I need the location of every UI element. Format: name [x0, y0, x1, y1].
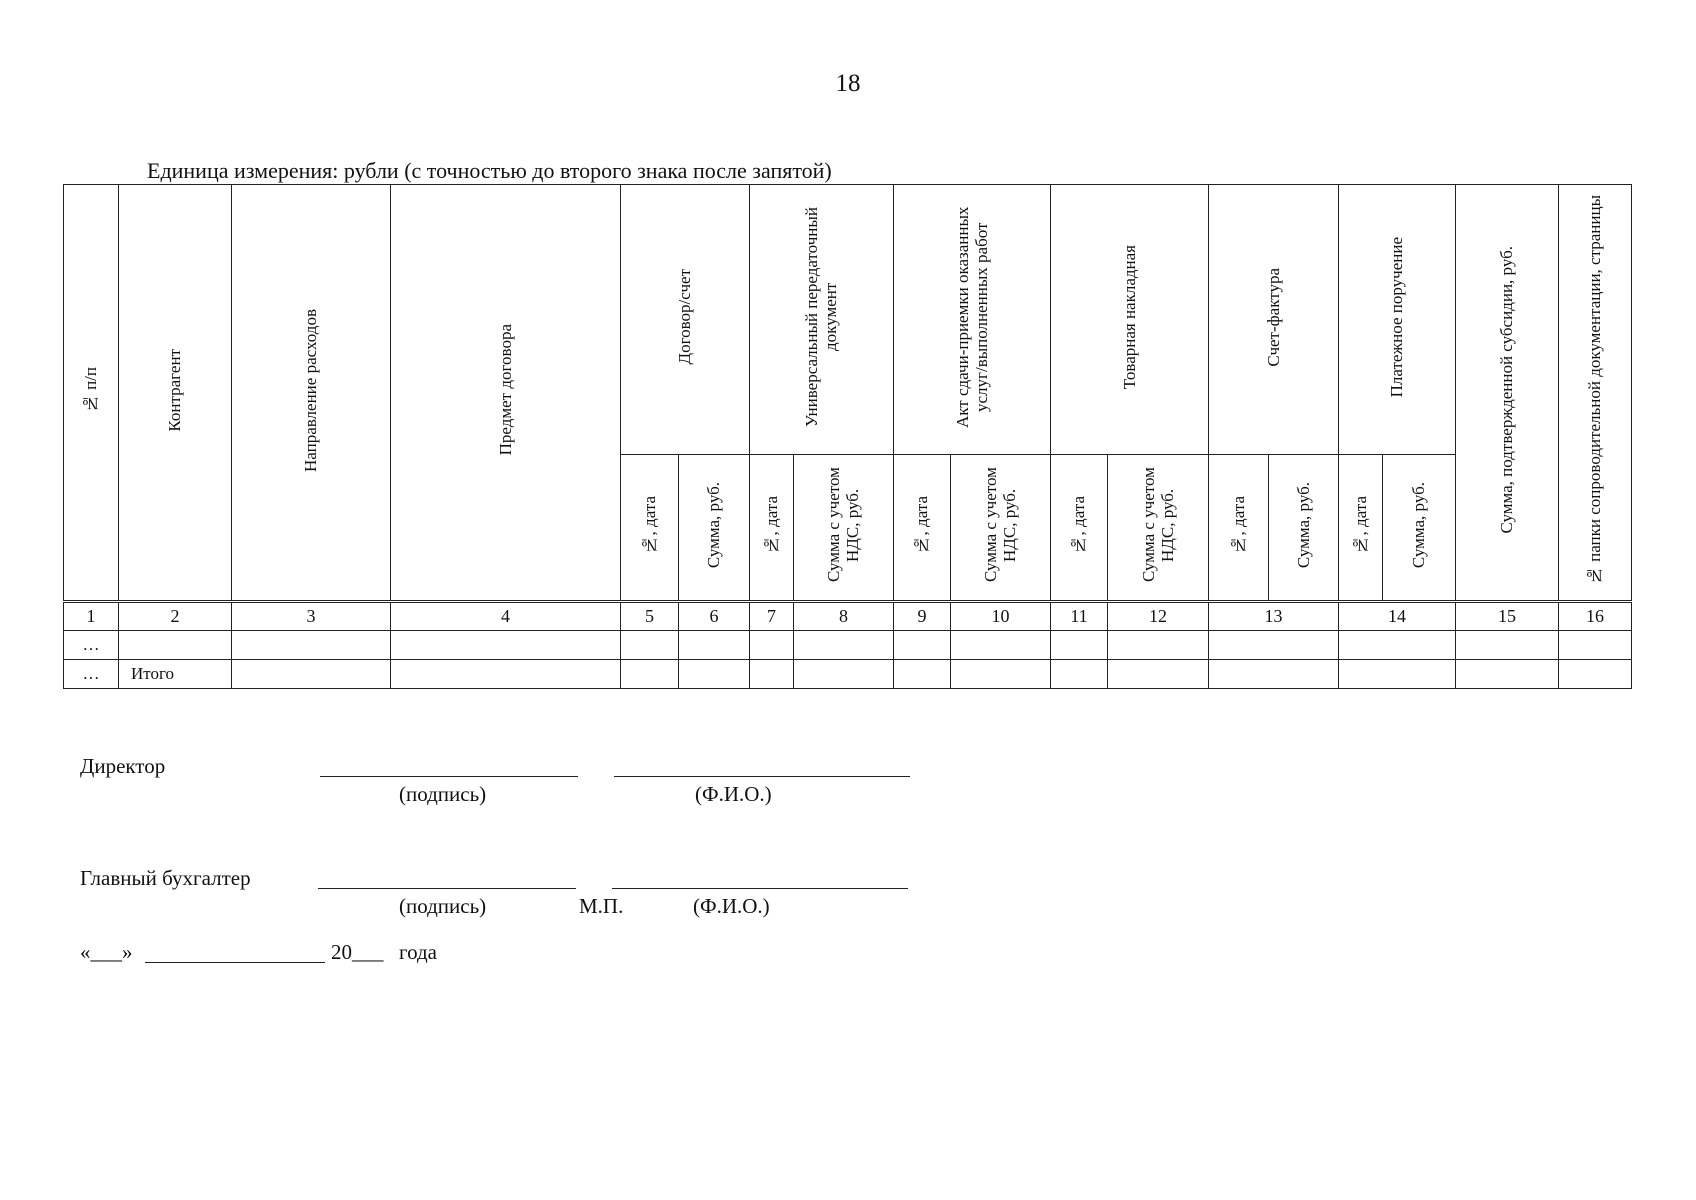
- col-num-11: 11: [1051, 602, 1108, 631]
- subheader-contract-sum: Сумма, руб.: [679, 455, 750, 602]
- header-invoice: Счет-фактура: [1209, 185, 1339, 455]
- date-day: «___»: [80, 940, 133, 964]
- table-cell[interactable]: [1456, 660, 1559, 689]
- subheader-invoice-no: №, дата: [1209, 455, 1269, 602]
- table-cell[interactable]: [951, 660, 1051, 689]
- table-cell[interactable]: [1559, 631, 1632, 660]
- header-num: № п/п: [64, 185, 119, 602]
- page-number: 18: [835, 70, 861, 97]
- table-cell[interactable]: [1051, 631, 1108, 660]
- report-table: [63, 184, 1632, 689]
- table-cell[interactable]: [1209, 631, 1339, 660]
- table-cell[interactable]: [679, 631, 750, 660]
- total-label: Итого: [119, 660, 232, 689]
- chief-name-line[interactable]: [612, 888, 908, 889]
- chief-name-caption: (Ф.И.О.): [693, 894, 770, 918]
- table-cell[interactable]: [794, 631, 894, 660]
- table-cell[interactable]: [621, 631, 679, 660]
- table-cell[interactable]: [119, 631, 232, 660]
- director-name-line[interactable]: [614, 776, 910, 777]
- header-payment: Платежное поручение: [1339, 185, 1456, 455]
- table-cell[interactable]: [894, 660, 951, 689]
- date-month-line[interactable]: [145, 962, 325, 963]
- subheader-payment-sum: Сумма, руб.: [1383, 455, 1456, 602]
- subheader-upd-sum: Сумма с учетом НДС, руб.: [794, 455, 894, 602]
- row-ellipsis: …: [64, 631, 119, 660]
- total-ellipsis: …: [64, 660, 119, 689]
- subheader-payment-no: №, дата: [1339, 455, 1383, 602]
- col-num-15: 15: [1456, 602, 1559, 631]
- subheader-upd-no: №, дата: [750, 455, 794, 602]
- subheader-waybill-no: №, дата: [1051, 455, 1108, 602]
- col-num-13: 13: [1209, 602, 1339, 631]
- subheader-waybill-sum: Сумма с учетом НДС, руб.: [1108, 455, 1209, 602]
- units-note: Единица измерения: рубли (с точностью до второго знака после запятой): [147, 158, 832, 183]
- total-row: [64, 660, 1632, 689]
- table-cell[interactable]: [1339, 631, 1456, 660]
- table-cell[interactable]: [1051, 660, 1108, 689]
- chief-signature-caption: (подпись): [399, 894, 487, 918]
- table-row: [64, 631, 1632, 660]
- table-cell[interactable]: [750, 631, 794, 660]
- chief-signature-line[interactable]: [318, 888, 576, 889]
- table-cell[interactable]: [1108, 660, 1209, 689]
- col-num-14: 14: [1339, 602, 1456, 631]
- header-direction: Направление расходов: [232, 185, 391, 602]
- subheader-act-sum: Сумма с учетом НДС, руб.: [951, 455, 1051, 602]
- header-subsidy: Сумма, подтвержденной субсидии, руб.: [1456, 185, 1559, 602]
- col-num-8: 8: [794, 602, 894, 631]
- col-num-9: 9: [894, 602, 951, 631]
- director-label: Директор: [80, 754, 166, 778]
- chief-accountant-label: Главный бухгалтер: [80, 866, 251, 890]
- header-row: [64, 185, 1632, 455]
- director-name-caption: (Ф.И.О.): [695, 782, 772, 806]
- col-num-3: 3: [232, 602, 391, 631]
- col-num-12: 12: [1108, 602, 1209, 631]
- col-num-4: 4: [391, 602, 621, 631]
- col-num-10: 10: [951, 602, 1051, 631]
- table-cell[interactable]: [894, 631, 951, 660]
- header-act: Акт сдачи-приемки оказанных услуг/выполненных работ: [894, 185, 1051, 455]
- col-num-2: 2: [119, 602, 232, 631]
- header-folder: № папки сопроводительной документации, страницы: [1559, 185, 1632, 602]
- header-upd: Универсальный передаточный документ: [750, 185, 894, 455]
- table-cell[interactable]: [951, 631, 1051, 660]
- header-waybill: Товарная накладная: [1051, 185, 1209, 455]
- table-cell[interactable]: [621, 660, 679, 689]
- subheader-invoice-sum: Сумма, руб.: [1269, 455, 1339, 602]
- date-suffix: года: [399, 940, 437, 964]
- table-cell[interactable]: [679, 660, 750, 689]
- subheader-contract-no: №, дата: [621, 455, 679, 602]
- table-cell[interactable]: [1559, 660, 1632, 689]
- table-cell[interactable]: [391, 631, 621, 660]
- col-num-7: 7: [750, 602, 794, 631]
- table-cell[interactable]: [232, 631, 391, 660]
- table-cell[interactable]: [750, 660, 794, 689]
- subheader-act-no: №, дата: [894, 455, 951, 602]
- col-num-16: 16: [1559, 602, 1632, 631]
- table-cell[interactable]: [232, 660, 391, 689]
- column-number-row: [64, 602, 1632, 631]
- col-num-1: 1: [64, 602, 119, 631]
- table-cell[interactable]: [1456, 631, 1559, 660]
- header-contract: Договор/счет: [621, 185, 750, 455]
- col-num-5: 5: [621, 602, 679, 631]
- stamp-caption: М.П.: [579, 894, 624, 918]
- header-counterparty: Контрагент: [119, 185, 232, 602]
- header-subject: Предмет договора: [391, 185, 621, 602]
- table-cell[interactable]: [1108, 631, 1209, 660]
- date-year: 20___: [331, 940, 384, 964]
- table-cell[interactable]: [794, 660, 894, 689]
- table-cell[interactable]: [1339, 660, 1456, 689]
- table-cell[interactable]: [391, 660, 621, 689]
- director-signature-caption: (подпись): [399, 782, 487, 806]
- director-signature-line[interactable]: [320, 776, 578, 777]
- table-cell[interactable]: [1209, 660, 1339, 689]
- col-num-6: 6: [679, 602, 750, 631]
